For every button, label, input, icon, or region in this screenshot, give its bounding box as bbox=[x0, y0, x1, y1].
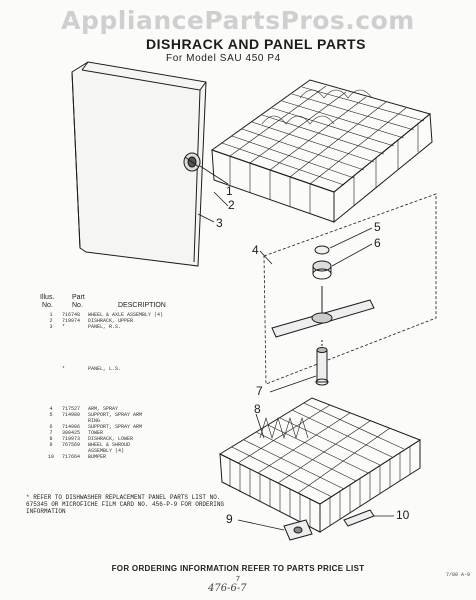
row-desc: ARM, SPRAY bbox=[88, 406, 119, 412]
row-illus: 3 bbox=[49, 324, 53, 330]
callout-7: 7 bbox=[256, 384, 263, 398]
model-subtitle: For Model SAU 450 P4 bbox=[166, 53, 281, 64]
row-illus: 5 bbox=[49, 412, 53, 418]
row-part: 714906 bbox=[62, 424, 81, 430]
row-part: 716748 bbox=[62, 312, 81, 318]
row-illus: 8 bbox=[49, 436, 53, 442]
callout-1: 1 bbox=[226, 184, 233, 198]
row-desc: ASSEMBLY (4) bbox=[88, 448, 125, 454]
lower-dishrack bbox=[220, 398, 420, 532]
bumper bbox=[344, 510, 374, 526]
callout-8: 8 bbox=[254, 402, 261, 416]
table-row bbox=[40, 454, 200, 460]
table-header-no: No. bbox=[42, 302, 53, 309]
document-code: 7/80 A-9 bbox=[446, 572, 471, 578]
row-part: 719974 bbox=[62, 318, 81, 324]
row-desc: SUPPORT, SPRAY ARM bbox=[88, 412, 143, 418]
row-part: 767569 bbox=[62, 442, 81, 448]
table-header-illus: Illus. bbox=[40, 294, 55, 301]
row-part: 714980 bbox=[62, 412, 81, 418]
row-desc: TOWER bbox=[88, 430, 104, 436]
row-illus: 1 bbox=[49, 312, 53, 318]
row-desc: BUMPER bbox=[88, 454, 107, 460]
callout-9: 9 bbox=[226, 512, 233, 526]
callout-4: 4 bbox=[252, 243, 259, 257]
row-desc: PANEL, L.S. bbox=[88, 366, 122, 372]
watermark: AppliancePartsPros.com bbox=[61, 6, 415, 35]
parts-table bbox=[40, 312, 200, 460]
table-header-part-no: No. bbox=[72, 302, 83, 309]
wheel-shroud-assembly bbox=[284, 520, 312, 540]
callout-6: 6 bbox=[374, 236, 381, 250]
callout-5: 5 bbox=[374, 220, 381, 234]
ordering-footer: FOR ORDERING INFORMATION REFER TO PARTS PRICE LIST bbox=[111, 564, 365, 573]
replacement-panel-note: * REFER TO DISHWASHER REPLACEMENT PANEL PARTS LIST NO. 675345 OR MICROFICHE FILM CARD NO. 456-P-9 FOR ORDERING INFORMATION bbox=[26, 494, 225, 515]
row-part: * bbox=[62, 324, 66, 330]
row-part: 717664 bbox=[62, 454, 81, 460]
spray-arm-support bbox=[313, 246, 331, 279]
tower bbox=[316, 340, 328, 385]
wheel-axle-assembly bbox=[184, 153, 200, 171]
row-illus bbox=[40, 366, 62, 372]
row-part: * bbox=[62, 366, 66, 372]
table-row bbox=[40, 324, 200, 330]
table-header-part: Part bbox=[72, 294, 85, 301]
row-illus: 10 bbox=[47, 454, 54, 460]
row-part: 719973 bbox=[62, 436, 81, 442]
row-desc: RING bbox=[88, 418, 101, 424]
upper-dishrack bbox=[212, 80, 432, 222]
callout-3: 3 bbox=[216, 216, 223, 230]
row-illus: 7 bbox=[49, 430, 53, 436]
page-number: 7 bbox=[236, 576, 240, 583]
callout-2: 2 bbox=[228, 198, 235, 212]
row-desc: DISHRACK, LOWER bbox=[88, 436, 134, 442]
callout-10: 10 bbox=[396, 508, 410, 522]
page-title: DISHRACK AND PANEL PARTS bbox=[146, 36, 366, 52]
row-illus: 6 bbox=[49, 424, 53, 430]
row-desc: WHEEL & AXLE ASSEMBLY (4) bbox=[88, 312, 164, 318]
spray-arm bbox=[272, 286, 374, 337]
table-header-description: DESCRIPTION bbox=[118, 302, 166, 309]
row-desc: PANEL, R.S. bbox=[88, 324, 122, 330]
row-desc: SUPPORT, SPRAY ARM bbox=[88, 424, 143, 430]
row-desc: DISHRACK, UPPER bbox=[88, 318, 134, 324]
row-part: 300425 bbox=[62, 430, 81, 436]
table-row bbox=[40, 366, 200, 372]
row-illus: 9 bbox=[49, 442, 53, 448]
row-illus: 2 bbox=[49, 318, 53, 324]
row-desc: WHEEL & SHROUD bbox=[88, 442, 131, 448]
row-part: 717527 bbox=[62, 406, 81, 412]
row-illus: 4 bbox=[49, 406, 53, 412]
handwritten-reference: 476-6-7 bbox=[208, 583, 247, 594]
